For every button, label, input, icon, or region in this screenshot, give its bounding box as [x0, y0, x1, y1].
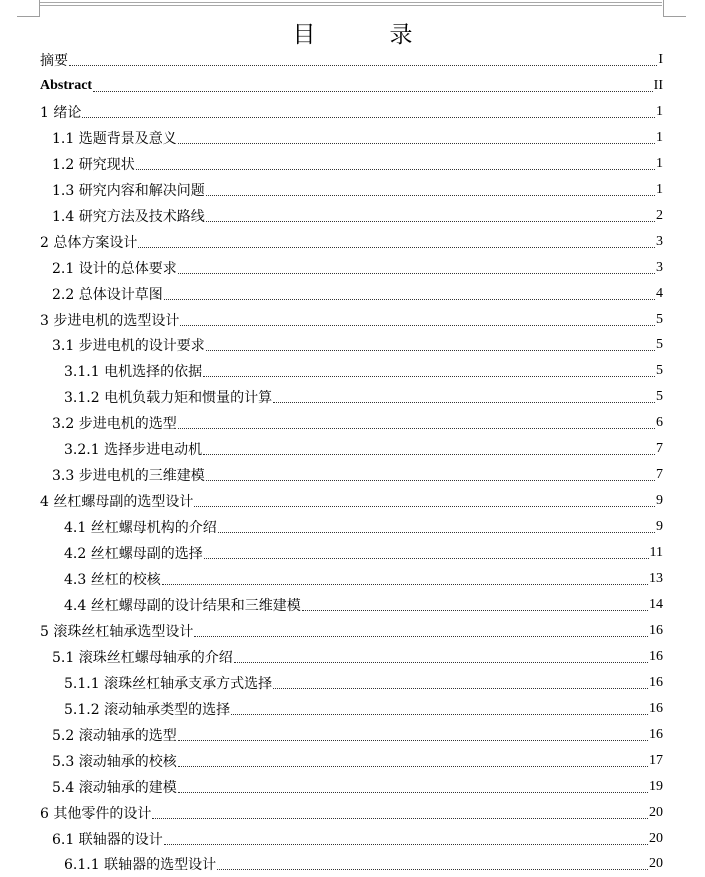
toc-entry[interactable] — [64, 358, 663, 384]
toc-entry-page-number: 9 — [656, 519, 663, 535]
toc-entry-page-number: 2 — [656, 207, 663, 223]
toc-dot-leader — [234, 661, 648, 663]
toc-dot-leader — [206, 220, 655, 222]
toc-entry-label: 1.2 研究现状 — [52, 156, 135, 173]
toc-dot-leader — [152, 817, 648, 819]
title-char-right: 录 — [389, 22, 413, 48]
toc-entry-label: 5.3 滚动轴承的校核 — [52, 753, 177, 770]
toc-entry[interactable] — [40, 99, 663, 125]
toc-entry-page-number: 9 — [656, 493, 663, 509]
toc-entry-label: 4 丝杠螺母副的选型设计 — [40, 494, 194, 511]
toc-entry[interactable] — [52, 748, 663, 774]
toc-entry-label: 4.3 丝杠的校核 — [64, 572, 161, 588]
toc-dot-leader — [203, 453, 655, 455]
toc-dot-leader — [273, 687, 648, 689]
toc-entry[interactable] — [52, 722, 663, 748]
margin-corner-mark-right-v — [663, 0, 664, 17]
toc-dot-leader — [204, 557, 649, 559]
toc-entry-label: 1.4 研究方法及技术路线 — [52, 208, 205, 225]
toc-dot-leader — [178, 765, 648, 767]
toc-entry-label: 5.1 滚珠丝杠螺母轴承的介绍 — [52, 649, 233, 666]
toc-entry[interactable] — [64, 592, 663, 618]
toc-dot-leader — [203, 375, 655, 377]
toc-entry[interactable] — [64, 514, 663, 540]
toc-entry-page-number: 20 — [649, 804, 663, 820]
toc-entry-label: Abstract — [40, 77, 93, 93]
toc-entry[interactable] — [40, 229, 663, 255]
toc-entry[interactable] — [52, 203, 663, 229]
toc-entry-label: 5.1.1 滚珠丝杠轴承支承方式选择 — [64, 675, 273, 692]
toc-entry-label: 3.3 步进电机的三维建模 — [52, 468, 205, 485]
toc-entry-page-number: 16 — [649, 700, 663, 716]
toc-entry-label: 2.1 设计的总体要求 — [52, 260, 177, 277]
toc-entry-label: 3.1 步进电机的设计要求 — [52, 338, 205, 355]
toc-dot-leader — [180, 324, 655, 326]
toc-dot-leader — [178, 427, 655, 429]
toc-entry-page-number: 17 — [649, 752, 663, 768]
toc-entry-page-number: 7 — [656, 441, 663, 457]
toc-dot-leader — [178, 272, 655, 274]
toc-entry-label: 2 总体方案设计 — [40, 234, 138, 251]
header-rule-top — [40, 2, 662, 3]
toc-entry-page-number: 20 — [649, 856, 663, 872]
toc-dot-leader — [194, 635, 648, 637]
toc-entry-page-number: 16 — [649, 622, 663, 638]
toc-entry-page-number: 16 — [649, 648, 663, 664]
toc-entry[interactable] — [52, 125, 663, 151]
toc-entry[interactable] — [40, 800, 663, 826]
toc-dot-leader — [178, 739, 648, 741]
toc-entry-page-number: 4 — [656, 285, 663, 301]
toc-entry-label: 4.2 丝杠螺母副的选择 — [64, 546, 203, 563]
toc-dot-leader — [218, 531, 655, 533]
toc-entry-page-number: 5 — [656, 311, 663, 327]
toc-entry-label: 2.2 总体设计草图 — [52, 286, 163, 303]
toc-entry-page-number: 1 — [656, 103, 663, 119]
toc-entry-page-number: I — [658, 52, 663, 67]
toc-entry-label: 1 绪论 — [40, 104, 82, 121]
toc-entry-page-number: 1 — [656, 155, 663, 171]
toc-entry[interactable] — [52, 255, 663, 281]
toc-entry[interactable] — [52, 177, 663, 203]
toc-entry-page-number: 5 — [656, 337, 663, 353]
toc-entry-page-number: 1 — [656, 181, 663, 197]
toc-entry-page-number: 20 — [649, 830, 663, 846]
toc-dot-leader — [194, 505, 655, 507]
toc-entry[interactable] — [40, 47, 663, 73]
toc-dot-leader — [178, 142, 655, 144]
toc-entry-label: 3.1.1 电机选择的依据 — [64, 364, 203, 381]
toc-dot-leader — [136, 168, 655, 170]
toc-entry-page-number: 14 — [649, 596, 663, 612]
toc-entry[interactable] — [52, 151, 663, 177]
toc-entry-label: 3 步进电机的选型设计 — [40, 312, 180, 329]
toc-entry-label: 3.2.1 选择步进电动机 — [64, 442, 203, 459]
toc-entry[interactable] — [40, 618, 663, 644]
toc-entry[interactable] — [64, 851, 663, 877]
toc-entry-label: 5.1.2 滚动轴承类型的选择 — [64, 701, 231, 718]
toc-entry-page-number: 3 — [656, 259, 663, 275]
toc-entry[interactable] — [64, 670, 663, 696]
toc-dot-leader — [82, 116, 655, 118]
toc-dot-leader — [206, 349, 655, 351]
toc-entry-label: 3.2 步进电机的选型 — [52, 416, 177, 433]
toc-dot-leader — [231, 713, 648, 715]
toc-entry-page-number: 5 — [656, 389, 663, 405]
toc-entry[interactable] — [64, 436, 663, 462]
toc-entry-page-number: 16 — [649, 674, 663, 690]
toc-entry-page-number: 7 — [656, 467, 663, 483]
toc-entry[interactable] — [52, 462, 663, 488]
toc-entry[interactable] — [52, 826, 663, 852]
toc-dot-leader — [217, 868, 648, 870]
toc-entry[interactable] — [52, 774, 663, 800]
toc-entry-page-number: 19 — [649, 778, 663, 794]
toc-entry[interactable] — [40, 73, 663, 99]
toc-dot-leader — [206, 194, 655, 196]
toc-entry-page-number: 1 — [656, 129, 663, 145]
toc-dot-leader — [302, 609, 648, 611]
toc-entry[interactable] — [64, 384, 663, 410]
toc-entry-label: 4.1 丝杠螺母机构的介绍 — [64, 520, 217, 537]
toc-dot-leader — [178, 791, 648, 793]
toc-entry-label: 6 其他零件的设计 — [40, 805, 152, 822]
toc-entry-label: 4.4 丝杠螺母副的设计结果和三维建模 — [64, 597, 301, 614]
toc-entry-page-number: II — [653, 77, 663, 93]
toc-dot-leader — [162, 583, 648, 585]
toc-entry[interactable] — [52, 410, 663, 436]
toc-dot-leader — [206, 479, 655, 481]
toc-dot-leader — [164, 843, 648, 845]
toc-dot-leader — [164, 298, 655, 300]
toc-entry-label: 3.1.2 电机负载力矩和惯量的计算 — [64, 390, 273, 407]
title-char-left: 目 — [292, 22, 316, 48]
toc-entry[interactable] — [40, 307, 663, 333]
toc-entry[interactable] — [52, 332, 663, 358]
toc-entry[interactable] — [40, 488, 663, 514]
toc-entry-page-number: 3 — [656, 233, 663, 249]
toc-entry[interactable] — [52, 644, 663, 670]
toc-entry[interactable] — [64, 540, 663, 566]
toc-entry-page-number: 6 — [656, 415, 663, 431]
toc-entry[interactable] — [52, 281, 663, 307]
toc-dot-leader — [138, 246, 655, 248]
toc-entry-page-number: 16 — [649, 726, 663, 742]
toc-dot-leader — [69, 64, 657, 66]
header-rule-bottom — [40, 5, 662, 6]
toc-entry[interactable] — [64, 566, 663, 592]
toc-entry-page-number: 13 — [649, 571, 663, 586]
toc-entry-label: 5.2 滚动轴承的选型 — [52, 727, 177, 744]
toc-entry-page-number: 11 — [649, 545, 663, 561]
toc-entry[interactable] — [64, 696, 663, 722]
toc-dot-leader — [273, 401, 655, 403]
toc-entry-label: 1.3 研究内容和解决问题 — [52, 182, 205, 199]
toc-entry-label: 5 滚珠丝杠轴承选型设计 — [40, 623, 194, 640]
page-title — [0, 16, 705, 49]
toc-entry-label: 5.4 滚动轴承的建模 — [52, 779, 177, 796]
toc-entry-label: 1.1 选题背景及意义 — [52, 130, 177, 147]
toc-entry-label: 摘要 — [40, 53, 68, 69]
toc-entry-label: 6.1.1 联轴器的选型设计 — [64, 857, 217, 874]
toc-entry-page-number: 5 — [656, 363, 663, 379]
toc-dot-leader — [93, 90, 653, 92]
toc-entry-label: 6.1 联轴器的设计 — [52, 831, 163, 848]
